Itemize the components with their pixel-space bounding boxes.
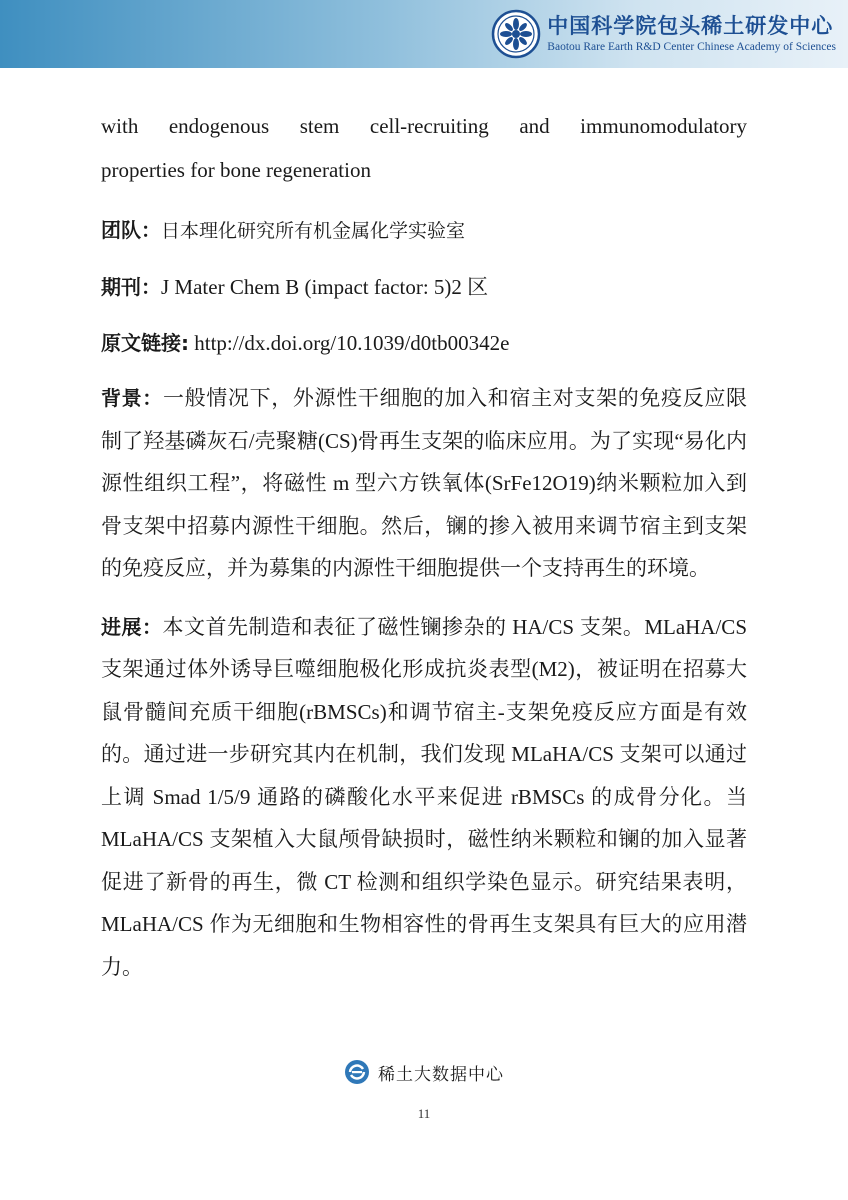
link-line <box>101 315 747 371</box>
journal-line <box>101 259 747 315</box>
progress-paragraph <box>101 606 747 989</box>
background-paragraph <box>101 377 747 590</box>
page-number: 11 <box>417 1106 431 1121</box>
team-value: 日本理化研究所有机金属化学实验室 <box>161 220 466 242</box>
footer-brand-text: 稀土大数据中心 <box>378 1064 504 1085</box>
title-line-2: properties for bone regeneration <box>101 158 371 182</box>
link-label: 原文链接: <box>101 331 189 355</box>
cas-emblem-icon <box>491 9 541 59</box>
link-value[interactable]: http://dx.doi.org/10.1039/d0tb00342e <box>189 331 510 355</box>
org-logo-block <box>491 8 836 60</box>
article-title <box>101 104 747 192</box>
progress-text: 本文首先制造和表征了磁性镧掺杂的 HA/CS 支架。MLaHA/CS 支架通过体外诱导巨噬细胞极化形成抗炎表型(M2)，被证明在招募大鼠骨髓间充质干细胞(rBMSCs)和调节宿主-支架免疫反应方面是有效的。通过进一步研究其内在机制，我们发现 MLaHA/CS 支架可以通过上调 Smad 1/5/9 通路的磷酸化水平来促进 rBMSCs 的成骨分化。当 MLaHA/CS 支架植入大鼠颅骨缺损时，磁性纳米颗粒和镧的加入显著促进了新骨的再生，微 CT 检测和组织学染色显示。研究结果表明，MLaHA/CS 作为无细胞和生物相容性的骨再生支架具有巨大的应用潜力。 <box>101 614 747 979</box>
title-line-1: with endogenous stem cell-recruiting and immunomodulatory <box>101 114 747 138</box>
journal-value: J Mater Chem B (impact factor: 5)2 区 <box>161 275 489 299</box>
article-body <box>101 104 747 988</box>
team-label: 团队： <box>101 218 161 242</box>
progress-label: 进展： <box>101 614 163 639</box>
footer-brand <box>0 1056 848 1088</box>
org-name-en: Baotou Rare Earth R&D Center Chinese Academy of Sciences <box>547 40 836 53</box>
header-band <box>0 0 848 68</box>
team-line <box>101 202 747 259</box>
org-names <box>547 14 836 55</box>
background-label: 背景： <box>101 386 163 410</box>
background-text: 一般情况下，外源性干细胞的加入和宿主对支架的免疫反应限制了羟基磷灰石/壳聚糖(CS)骨再生支架的临床应用。为了实现“易化内源性组织工程”，将磁性 m 型六方铁氧体(SrFe12O19)纳米颗粒加入到骨支架中招募内源性干细胞。然后，镧的掺入被用来调节宿主到支架的免疫反应，并为募集的内源性干细胞提供一个支持再生的环境。 <box>101 386 748 580</box>
rare-earth-data-logo-icon <box>344 1059 370 1085</box>
org-name-cn: 中国科学院包头稀土研发中心 <box>547 12 834 38</box>
journal-label: 期刊： <box>101 275 161 299</box>
